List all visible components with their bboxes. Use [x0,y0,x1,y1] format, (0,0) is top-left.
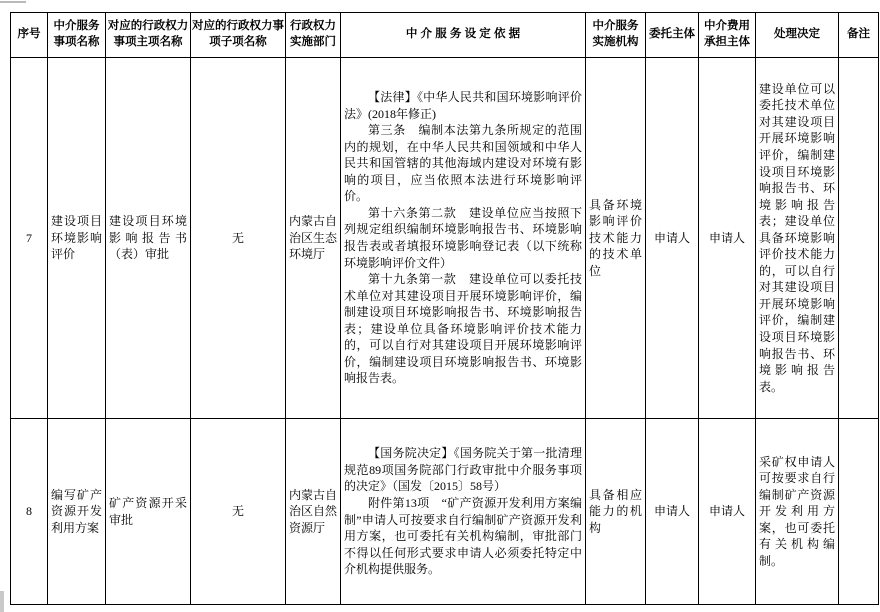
basis-paragraph: 第十六条第二款 建设单位应当按照下列规定组织编制环境影响报告书、环境影响报告表或者填报环境影响登记表（以下统称环境影响评价文件） [344,205,582,270]
col-header-sub-item: 对应的行政权力事项子项名称 [191,13,286,58]
cell-remark [839,58,879,419]
basis-paragraph: 第十九条第一款 建设单位可以委托技术单位对其建设项目开展环境影响评价，编制建设项目环境影响报告书、环境影响报告表；建设单位具备环境影响评价技术能力的，可以自行对其建设项目开展环境影响评价，编制建设项目环境影响报告书、环境影响报告表。 [344,272,582,386]
table-row-8 [11,419,879,605]
header-row [11,13,879,58]
cell-main-item: 建设项目环境影响报告书（表）审批 [106,58,191,419]
table-row-7 [11,58,879,419]
cell-sub-item: 无 [191,58,286,419]
basis-paragraph: 附件第13项 “矿产资源开发利用方案编制”申请人可按要求自行编制矿产资源开发利用方案，也可委托有关机构编制，审批部门不得以任何形式要求申请人必须委托特定中介机构提供服务。 [344,495,582,577]
cell-fee-bearer: 申请人 [699,419,756,605]
cell-entrust: 申请人 [646,419,699,605]
col-header-remark: 备注 [839,13,879,58]
page-edge-artifact-top [0,1,26,3]
cell-service-name: 编写矿产资源开发利用方案 [48,419,106,605]
decision-paragraph: 建设单位可以委托技术单位对其建设项目开展环境影响评价，编制建设项目环境影响报告书、环境影响报告表；建设单位具备环境影响评价技术能力的，可以自行对其建设项目开展环境影响评价，编制建设项目环境影响报告书、环境影响报告表。 [759,81,835,394]
cell-seq: 7 [11,58,48,419]
col-header-decision: 处理决定 [756,13,839,58]
col-header-main-item: 对应的行政权力事项主项名称 [106,13,191,58]
intermediary-services-table [10,12,879,605]
col-header-agency: 中介服务实施机构 [586,13,646,58]
basis-paragraph: 【国务院决定】《国务院关于第一批清理规范89项国务院部门行政审批中介服务事项的决定》（国发〔2015〕58号） [344,446,582,494]
cell-decision [756,419,839,605]
cell-decision [756,58,839,419]
cell-department: 内蒙古自治区自然资源厅 [286,419,341,605]
cell-entrust: 申请人 [646,58,699,419]
cell-department: 内蒙古自治区生态环境厅 [286,58,341,419]
cell-basis [341,58,586,419]
col-header-entrust: 委托主体 [646,13,699,58]
decision-paragraph: 采矿权申请人可按要求自行编制矿产资源开发利用方案，也可委托有关机构编制。 [759,454,835,568]
cell-sub-item: 无 [191,419,286,605]
col-header-service-name: 中介服务事项名称 [48,13,106,58]
col-header-seq: 序号 [11,13,48,58]
cell-fee-bearer: 申请人 [699,58,756,419]
col-header-fee-bearer: 中介费用承担主体 [699,13,756,58]
page-edge-artifact-bottom [0,591,4,612]
col-header-basis: 中 介 服 务 设 定 依 据 [341,13,586,58]
cell-service-name: 建设项目环境影响评价 [48,58,106,419]
cell-remark [839,419,879,605]
basis-paragraph: 【法律】《中华人民共和国环境影响评价法》(2018年修正) [344,90,582,121]
cell-seq: 8 [11,419,48,605]
cell-agency: 具备环境影响评价技术能力的技术单位 [586,58,646,419]
cell-main-item: 矿产资源开采审批 [106,419,191,605]
col-header-department: 行政权力实施部门 [286,13,341,58]
basis-paragraph: 第三条 编制本法第九条所规定的范围内的规划，在中华人民共和国领域和中华人民共和国管辖的其他海域内建设对环境有影响的项目，应当依照本法进行环境影响评价。 [344,123,582,204]
cell-agency: 具备相应能力的机构 [586,419,646,605]
cell-basis [341,419,586,605]
